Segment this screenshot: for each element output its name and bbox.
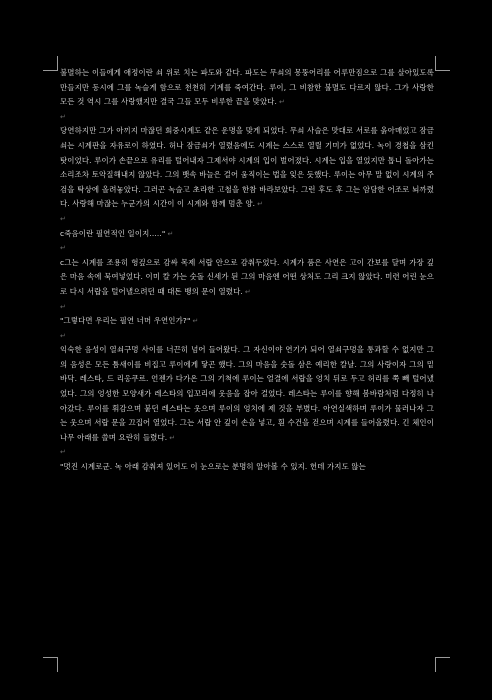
paragraph-text: 불멸하는 이들에게 애정이란 쇠 위로 치는 파도와 같다. 파도는 무쇠의 몽뚱어리를 어루만짐으로 그를 살아있도록 만들지만 동시에 그를 녹슬게 함으로 천천히 기계를 죽여간다. 루이, 그 비참한 불멸도 다르지 않다. 그가 사랑한 모든 것 역시 그를 사랑했지만 결국 그들 모두 비루한 끝을 맞았다. — [60, 68, 434, 107]
paragraph-mark: ↵ — [257, 200, 264, 209]
paragraph-text: 익숙한 음성이 열쇠구멍 사이를 너끈히 넘어 들어왔다. 그 자신이야 연기가 되어 열쇠구멍을 통과할 수 없지만 그의 음성은 모든 틈새이를 비집고 루이에게 닿곤 했다. 그의 마음을 숫돌 삼은 예리한 칼날. 그의 사랑이자 그의 밑바닥. 레스타, 드 리옹쿠르. 언젠가 다가온 그의 기척에 루이는 얼결에 서랍을 엉치 뒤로 두고 허리를 쭉 빼 털어냈었다. 그의 엉성한 모양새가 레스타의 입꼬리에 웃음을 잡아 걸었다. 레스타는 루이를 향해 봄바람처럼 다정히 나아갔다. 루이를 휘감으며 붙던 레스타는 웃으며 루이의 엉치에 제 것을 부볐다. 아연실색하며 루이가 물러나자 그는 웃으며 서랍 문을 끄집어 열었다. 그는 서랍 안 깊이 손을 넣고, 흰 수건을 걷으며 시계를 들어올렸다. 긴 체인이 나무 아래를 쓸며 요란히 들렸다. — [60, 345, 434, 442]
paragraph-mark: ↵ — [60, 448, 66, 457]
paragraph — [60, 124, 434, 212]
paragraph — [60, 314, 434, 329]
paragraph-mark: ↵ — [169, 433, 176, 442]
paragraph-mark: ↵ — [192, 317, 199, 326]
paragraph-mark: ↵ — [60, 331, 66, 340]
margin-corner-top-right — [435, 56, 450, 71]
paragraph-text: 당연하지만 그가 아끼지 마잖던 회중시계도 같은 운명을 맞게 되었다. 무쇠 사슬은 맛대로 서로를 옭아매었고 잠금쇠는 시계판을 자유로이 하였다. 허나 잠금쇠가 열렸음에도 시계는 스스로 열릴 기미가 없었다. 녹이 경첩을 삼킨 탓이었다. 루이가 손끝으로 유리를 털어내자 그제서야 시계의 입이 벌어졌다. 시계는 입을 열었지만 톱니 돌아가는 소리조차 토악질해내지 않았다. 그의 뱃속 바늘은 걸어 움직이는 법을 잊은 듯했다. 루이는 아무 말 없이 시계의 주검을 탁상에 올려놓았다. 그러곤 녹슬고 초라한 고철을 한참 바라보았다. 그런 후도 후 그는 암담한 어조로 뇌까렸다. 사랑해 마잖는 누군가의 시간이 이 시계와 함께 멈춘 양. — [60, 126, 434, 209]
paragraph-text: "멋진 시계로군. 녹 아래 감춰져 있어도 이 눈으로는 분명히 알아볼 수 있지. 헌데 가지도 않는 — [60, 462, 366, 472]
margin-corner-top-left — [43, 56, 58, 71]
paragraph-mark: ↵ — [244, 287, 251, 296]
paragraph-text: c죽음이란 필연적인 일이지....." — [60, 228, 166, 238]
paragraph-text: c그는 시계를 조용히 헝겊으로 감싸 목제 서랍 안으로 감춰두었다. 시계가 품은 사연은 고이 간보를 달며 가장 깊은 마음 속에 묵여넣었다. 이미 칼 가는 숫돌 신세가 된 그의 마음엔 어떤 상처도 그리 크지 않았다. 미련 어린 눈으로 다시 서랍을 털어낼으려던 때 대돈 뱅의 문이 열렸다. — [60, 257, 434, 296]
paragraph-mark: ↵ — [279, 98, 286, 107]
paragraph-mark: ↵ — [60, 214, 66, 223]
paragraph-mark: ↵ — [60, 244, 66, 253]
empty-paragraph — [60, 241, 434, 256]
paragraph — [60, 460, 434, 475]
empty-paragraph — [60, 300, 434, 315]
paragraph — [60, 343, 434, 445]
empty-paragraph — [60, 445, 434, 460]
empty-paragraph — [60, 110, 434, 125]
document-body[interactable] — [60, 66, 434, 656]
paragraph — [60, 66, 434, 110]
paragraph-mark: ↵ — [60, 302, 66, 311]
paragraph-mark: ↵ — [60, 112, 66, 121]
margin-corner-bottom-left — [43, 657, 58, 672]
paragraph-text: "그렇다면 우리는 필연 너머 우연인가?" — [60, 316, 191, 326]
empty-paragraph — [60, 329, 434, 344]
paragraph — [60, 256, 434, 300]
empty-paragraph — [60, 212, 434, 227]
paragraph-mark: ↵ — [167, 229, 174, 238]
margin-corner-bottom-right — [435, 657, 450, 672]
paragraph — [60, 227, 434, 242]
